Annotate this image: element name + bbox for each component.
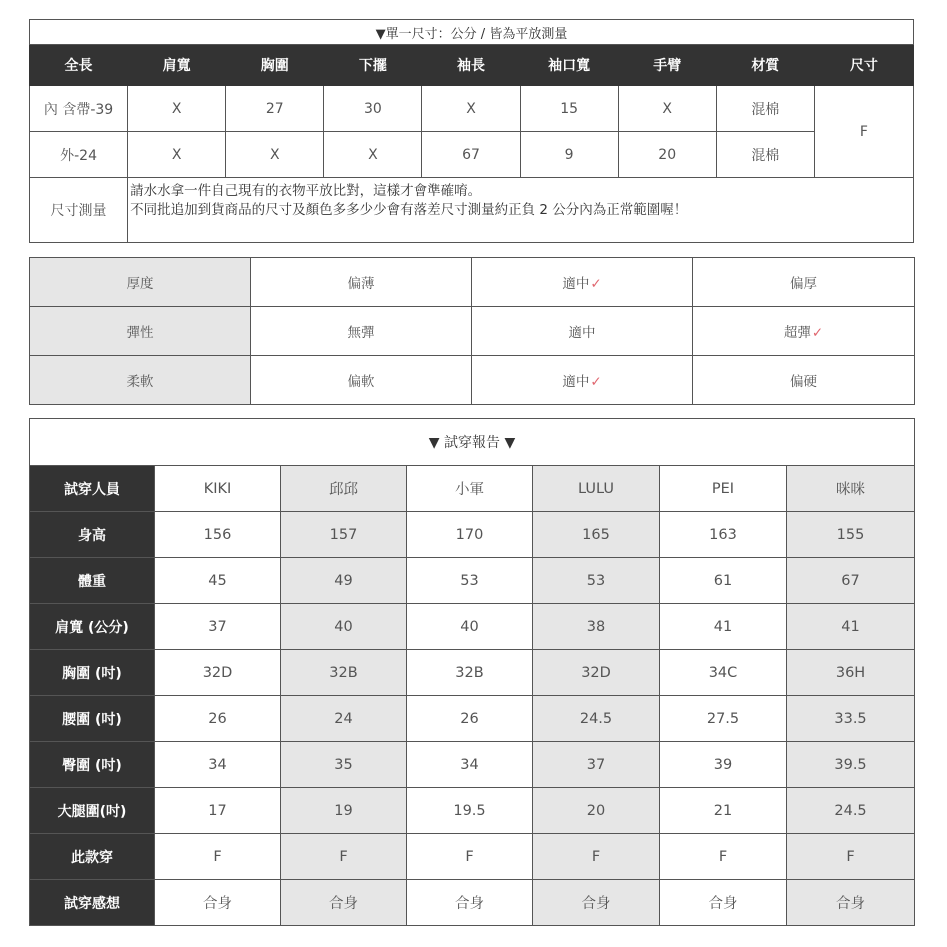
texture-option-label: 無彈 <box>347 325 375 341</box>
texture-option-cell <box>472 356 693 405</box>
size-cell: X <box>324 132 422 178</box>
fitting-row-label: 體重 <box>30 558 155 604</box>
fitting-cell: 49 <box>281 558 407 604</box>
fitting-cell: 67 <box>787 558 915 604</box>
fitting-cell: 37 <box>533 742 660 788</box>
texture-option-cell <box>472 307 693 356</box>
texture-row <box>30 258 915 307</box>
checkmark-icon: ✓ <box>590 374 602 390</box>
size-cell: 混棉 <box>716 132 814 178</box>
checkmark-icon: ✓ <box>590 276 602 292</box>
fitting-cell: 合身 <box>407 880 533 926</box>
fitting-cell: 32B <box>281 650 407 696</box>
fitting-measure-row <box>30 834 915 880</box>
fitting-cell: 163 <box>660 512 787 558</box>
texture-option-label: 偏硬 <box>790 374 817 390</box>
size-header-cell: 尺寸 <box>814 45 913 86</box>
fitting-report-table <box>29 418 915 926</box>
size-header-cell: 胸圍 <box>226 45 324 86</box>
fitting-measure-row <box>30 696 915 742</box>
size-chart-row <box>30 86 914 132</box>
fitting-cell: 24.5 <box>533 696 660 742</box>
fitting-cell: 合身 <box>155 880 281 926</box>
size-cell: 30 <box>324 86 422 132</box>
fitting-cell: 165 <box>533 512 660 558</box>
fitting-cell: F <box>281 834 407 880</box>
fitting-cell: 53 <box>407 558 533 604</box>
size-header-cell: 材質 <box>716 45 814 86</box>
texture-option-cell <box>251 356 472 405</box>
fitting-row-label: 胸圍 (吋) <box>30 650 155 696</box>
fitting-measure-row <box>30 650 915 696</box>
fitting-cell: 合身 <box>660 880 787 926</box>
fitting-row-label: 大腿圍(吋) <box>30 788 155 834</box>
fitting-model-name-row <box>30 466 915 512</box>
texture-option-label: 適中 <box>568 325 596 341</box>
fitting-cell: 合身 <box>533 880 660 926</box>
fitting-cell: 19.5 <box>407 788 533 834</box>
fitting-cell: 155 <box>787 512 915 558</box>
size-cell: X <box>226 132 324 178</box>
size-note-row <box>30 178 914 243</box>
fitting-row-label: 臀圍 (吋) <box>30 742 155 788</box>
size-note-text <box>128 178 914 243</box>
fitting-row-label: 試穿人員 <box>30 466 155 512</box>
fitting-cell: 26 <box>407 696 533 742</box>
checkmark-icon: ✓ <box>811 325 824 341</box>
size-header-cell: 手臂 <box>618 45 716 86</box>
texture-row <box>30 307 915 356</box>
fitting-cell: F <box>787 834 915 880</box>
fitting-cell: 20 <box>533 788 660 834</box>
fitting-cell: 41 <box>660 604 787 650</box>
texture-attribute-name: 柔軟 <box>30 356 251 405</box>
fitting-cell: 45 <box>155 558 281 604</box>
fitting-cell: 53 <box>533 558 660 604</box>
fitting-cell: 17 <box>155 788 281 834</box>
fitting-cell: F <box>155 834 281 880</box>
size-header-cell: 肩寬 <box>128 45 226 86</box>
fitting-cell: 157 <box>281 512 407 558</box>
fitting-cell: 41 <box>787 604 915 650</box>
fitting-row-label: 肩寬 (公分) <box>30 604 155 650</box>
texture-option-label: 適中 <box>562 276 590 292</box>
size-header-cell: 下擺 <box>324 45 422 86</box>
fitting-cell: 170 <box>407 512 533 558</box>
texture-option-cell <box>693 258 915 307</box>
size-chart-header-row <box>30 45 914 86</box>
fitting-cell: 39.5 <box>787 742 915 788</box>
texture-option-cell <box>251 258 472 307</box>
fitting-cell: 合身 <box>281 880 407 926</box>
size-row-label: 內 含帶-39 <box>30 86 128 132</box>
fitting-cell: 21 <box>660 788 787 834</box>
size-header-cell: 袖口寬 <box>520 45 618 86</box>
fitting-cell: 38 <box>533 604 660 650</box>
fitting-cell: 34 <box>155 742 281 788</box>
fitting-measure-row <box>30 512 915 558</box>
fitting-cell: 37 <box>155 604 281 650</box>
texture-option-label: 超彈 <box>783 325 811 341</box>
fitting-cell: 36H <box>787 650 915 696</box>
fitting-cell: 32B <box>407 650 533 696</box>
fitting-cell: 33.5 <box>787 696 915 742</box>
size-chart-table <box>29 19 914 243</box>
fitting-cell: 26 <box>155 696 281 742</box>
fitting-measure-row <box>30 604 915 650</box>
size-note-line: 請水水拿一件自己現有的衣物平放比對，這樣才會準確唷。 <box>130 183 482 199</box>
size-cell: 20 <box>618 132 716 178</box>
fitting-cell: 27.5 <box>660 696 787 742</box>
size-row-label: 外-24 <box>30 132 128 178</box>
fitting-measure-row <box>30 742 915 788</box>
fitting-model-name: 邱邱 <box>281 466 407 512</box>
texture-option-cell <box>251 307 472 356</box>
fitting-cell: 34C <box>660 650 787 696</box>
size-cell: X <box>618 86 716 132</box>
fitting-cell: 24.5 <box>787 788 915 834</box>
texture-option-label: 偏軟 <box>347 374 375 390</box>
fitting-measure-row <box>30 880 915 926</box>
size-header-cell: 全長 <box>30 45 128 86</box>
texture-option-label: 偏薄 <box>347 276 375 292</box>
fitting-cell: 156 <box>155 512 281 558</box>
fitting-row-label: 身高 <box>30 512 155 558</box>
fitting-model-name: 小軍 <box>407 466 533 512</box>
size-cell: 混棉 <box>716 86 814 132</box>
fitting-cell: F <box>660 834 787 880</box>
size-cell: 15 <box>520 86 618 132</box>
texture-option-cell <box>472 258 693 307</box>
texture-option-label: 偏厚 <box>790 276 817 292</box>
texture-option-label: 適中 <box>562 374 590 390</box>
size-cell: 67 <box>422 132 520 178</box>
fitting-cell: 24 <box>281 696 407 742</box>
size-cell: X <box>128 86 226 132</box>
fitting-cell: 40 <box>281 604 407 650</box>
size-cell: 27 <box>226 86 324 132</box>
fitting-cell: 61 <box>660 558 787 604</box>
size-cell: 9 <box>520 132 618 178</box>
size-chart-row <box>30 132 914 178</box>
size-chart-caption: ▼單一尺寸：公分 / 皆為平放測量 <box>30 20 914 45</box>
fitting-cell: 32D <box>533 650 660 696</box>
fitting-model-name: PEI <box>660 466 787 512</box>
fitting-cell: 40 <box>407 604 533 650</box>
fitting-row-label: 腰圍 (吋) <box>30 696 155 742</box>
fitting-model-name: 咪咪 <box>787 466 915 512</box>
texture-option-cell <box>693 307 915 356</box>
texture-attribute-name: 厚度 <box>30 258 251 307</box>
texture-attribute-name: 彈性 <box>30 307 251 356</box>
size-header-cell: 袖長 <box>422 45 520 86</box>
size-note-label: 尺寸測量 <box>30 178 128 243</box>
size-cell: X <box>128 132 226 178</box>
fitting-row-label: 此款穿 <box>30 834 155 880</box>
fitting-measure-row <box>30 558 915 604</box>
fitting-cell: 35 <box>281 742 407 788</box>
fitting-row-label: 試穿感想 <box>30 880 155 926</box>
fitting-cell: 合身 <box>787 880 915 926</box>
texture-row <box>30 356 915 405</box>
fitting-cell: 19 <box>281 788 407 834</box>
texture-option-cell <box>693 356 915 405</box>
texture-table <box>29 257 915 405</box>
fitting-cell: F <box>407 834 533 880</box>
fitting-measure-row <box>30 788 915 834</box>
fitting-model-name: KIKI <box>155 466 281 512</box>
fitting-cell: F <box>533 834 660 880</box>
fitting-report-title: ▼ 試穿報告 ▼ <box>30 419 915 466</box>
size-value-cell: F <box>814 86 913 178</box>
size-note-line: 不同批追加到貨商品的尺寸及顏色多多少少會有落差尺寸測量約正負 2 公分內為正常範圍喔！ <box>130 202 688 218</box>
fitting-cell: 32D <box>155 650 281 696</box>
fitting-cell: 34 <box>407 742 533 788</box>
fitting-model-name: LULU <box>533 466 660 512</box>
fitting-cell: 39 <box>660 742 787 788</box>
size-cell: X <box>422 86 520 132</box>
